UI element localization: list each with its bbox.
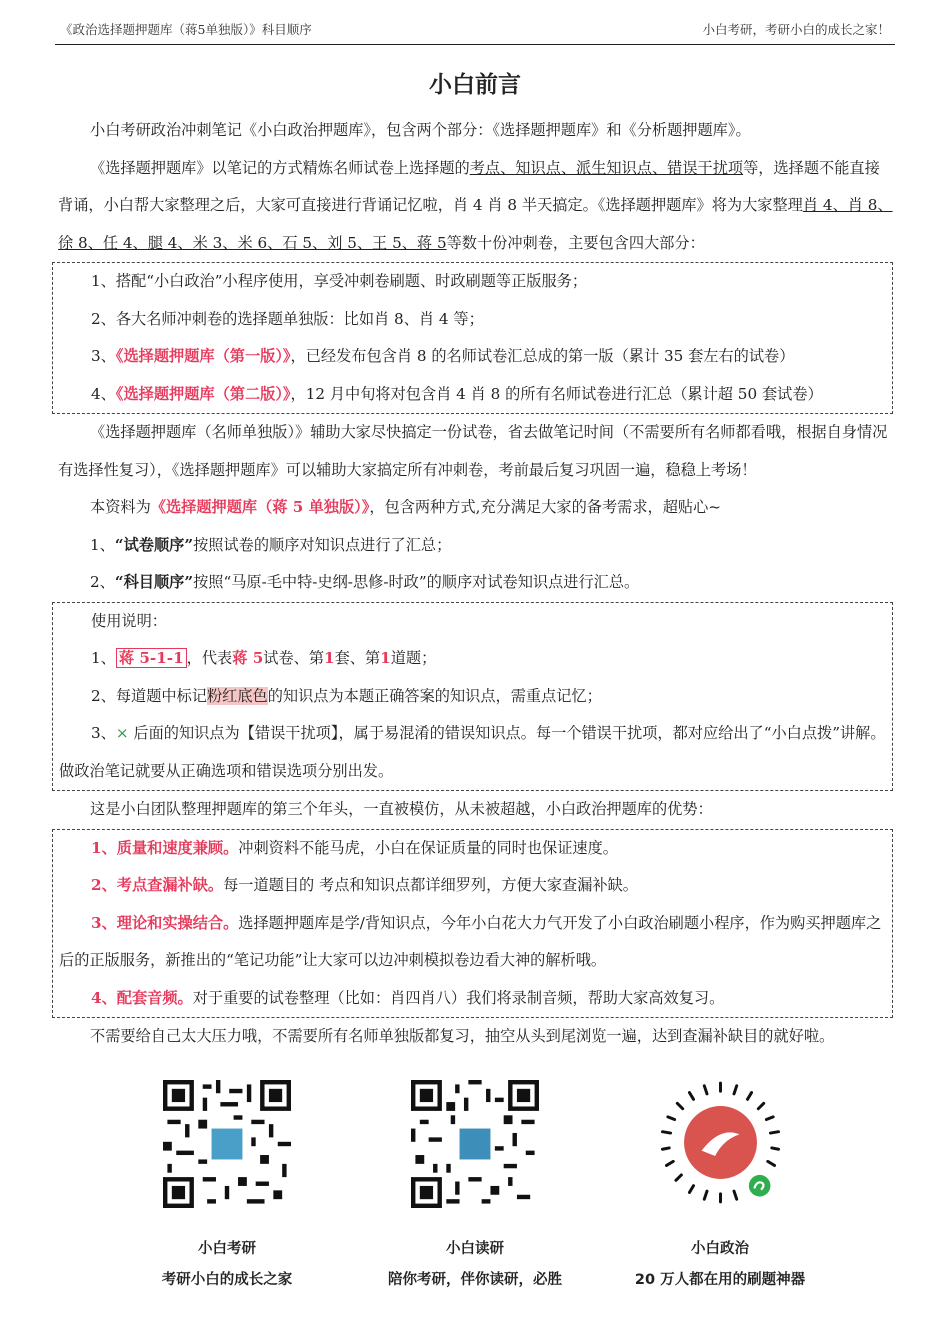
qr-1-name: 小白考研 [198,1241,256,1257]
text: 按照“马原-毛中特-史纲-思修-时政”的顺序对试卷知识点进行汇总。 [193,573,640,591]
text: 每一道题目的 考点和知识点都详细罗列，方便大家查漏补缺。 [223,876,638,894]
text: 1、 [90,535,115,554]
text: 道题； [390,649,437,667]
mini-program-code-icon [653,1075,788,1210]
usage-item-1 [59,640,892,678]
cross-icon: × [115,724,129,742]
text: 3、 [91,724,116,742]
qr-2-desc: 陪你考研，伴你读研，必胜 [388,1272,562,1288]
highlight-title: 《选择题押题库（第二版）》 [115,384,291,403]
text: 的知识点为本题正确答案的知识点，需重点记忆； [267,686,602,705]
part-item-3 [59,338,892,376]
advantage-title: 4、配套音频。 [91,988,193,1007]
text: 本资料为 [90,498,151,516]
text: 2、 [90,573,115,591]
text: ，12 月中旬将对包含肖 4 肖 8 的所有名师试卷进行汇总（累计超 50 套试卷） [290,384,823,403]
text: 《选择题押题库》以笔记的方式精炼名师试卷上选择题的 [90,158,470,177]
paragraph-7: 这是小白团队整理押题库的第三个年头，一直被模仿，从未被超越，小白政治押题库的优势： [90,800,713,818]
advantages-box [52,829,893,1019]
text: 冲刺资料不能马虎，小白在保证质量的同时也保证速度。 [238,838,618,857]
highlight-title: 《选择题押题库（蒋 5 单独版）》 [150,498,370,516]
text: 4、 [91,384,116,403]
text: 等，选择题不能直接背诵，小白帮大家整理之后，大家可直接进行背诵记忆啦，肖 4 肖 8 半天搞定。《选择题押题库》将为大家整理 [58,158,880,214]
paragraph-4 [58,489,893,527]
part-item-1: 1、搭配“小白政治”小程序使用，享受冲刺卷刷题、时政刷题等正版服务； [91,272,588,290]
highlight-title: 《选择题押题库（第一版）》 [115,347,291,365]
text: 对于重要的试卷整理（比如：肖四肖八）我们将录制音频，帮助大家高效复习。 [192,988,725,1007]
usage-title: 使用说明： [91,611,167,630]
advantage-title: 2、考点查漏补缺。 [91,876,224,894]
red-text: 蒋 5 [232,649,264,667]
advantage-title: 3、理论和实操结合。 [91,913,239,932]
pink-highlight: 粉红底色 [206,686,268,705]
qr-1-desc: 考研小白的成长之家 [161,1272,293,1288]
text: 2、每道题中标记 [91,686,207,705]
bold-term: “科目顺序” [114,573,194,591]
text: ，代表 [186,649,233,667]
text: 套、第 [334,649,381,667]
red-text: 1 [324,649,335,667]
usage-item-3 [59,715,892,790]
main-content [58,112,893,1056]
paragraph-3: 《选择题押题库（名师单独版）》辅助大家尽快搞定一份试卷，省去做笔记时间（不需要所有名师都看哦，根据自身情况有选择性复习），《选择题押题库》可以辅助大家搞定所有冲刺卷，考前最后复习巩固一遍，稳稳上考场！ [58,423,888,479]
intro-paragraph-1: 小白考研政治冲刺笔记《小白政治押题库》，包含两个部分：《选择题押题库》和《分析题押题库》。 [90,121,751,139]
advantage-1 [59,830,892,868]
text: 按照试卷的顺序对知识点进行了汇总； [193,535,452,554]
header-divider [55,44,895,45]
text: 等数十份冲刺卷，主要包含四大部分： [446,233,705,252]
text: 后面的知识点为【错误干扰项】，属于易混淆的错误知识点。每一个错误干扰项，都对应给出了“小白点拨”讲解。做政治笔记就要从正确选项和错误选项分别出发。 [59,724,886,780]
text: 3、 [91,347,116,365]
text: ，包含两种方式,充分满足大家的备考需求，超贴心~ [369,498,722,516]
text: 选择题押题库是学/背知识点，今年小白花大力气开发了小白政治刷题小程序，作为购买押题库之后的正版服务，新推出的“笔记功能”让大家可以边冲刺模拟卷边看大神的解析哦。 [59,913,882,969]
header-slogan: 小白考研，考研小白的成长之家！ [702,22,890,37]
bold-term: “试卷顺序” [114,535,194,554]
qr-code-icon [163,1080,291,1208]
advantage-2 [59,867,892,905]
intro-paragraph-2 [58,150,893,263]
header-doc-title: 《政治选择题押题库（蒋5单独版）》科目顺序 [60,22,312,37]
qr-code-icon [411,1080,539,1208]
advantage-3 [59,905,892,980]
qr-2-name: 小白读研 [446,1241,504,1257]
qr-3-name: 小白政治 [691,1241,749,1257]
advantage-title: 1、质量和速度兼顾。 [91,838,239,857]
qr-3-desc: 20 万人都在用的刷题神器 [634,1272,806,1288]
question-code-badge: 蒋 5-1-1 [116,648,187,668]
page-title: 小白前言 [429,72,521,98]
advantage-4 [59,980,892,1018]
part-item-4 [59,376,892,414]
parts-box [52,262,893,414]
usage-box [52,602,893,792]
paragraph-6 [58,564,893,602]
text: 1、 [91,649,116,667]
red-text: 1 [380,649,391,667]
paragraph-5 [58,527,893,565]
qr-section [0,1075,950,1288]
text: 试卷、第 [263,649,325,667]
text: ，已经发布包含肖 8 的名师试卷汇总成的第一版（累计 35 套左右的试卷） [290,347,795,365]
paragraph-8: 不需要给自己太大压力哦，不需要所有名师单独版都复习，抽空从头到尾浏览一遍，达到查漏补缺目的就好啦。 [90,1027,835,1045]
underlined-text: 肖 4、肖 8、徐 8、任 4、腿 4、米 3、米 6、石 5、刘 5、王 5、蒋 5 [58,196,893,252]
usage-item-2 [59,678,892,716]
underlined-text: 考点、知识点、派生知识点、错误干扰项 [469,158,744,177]
part-item-2: 2、各大名师冲刺卷的选择题单独版：比如肖 8、肖 4 等； [91,309,484,328]
